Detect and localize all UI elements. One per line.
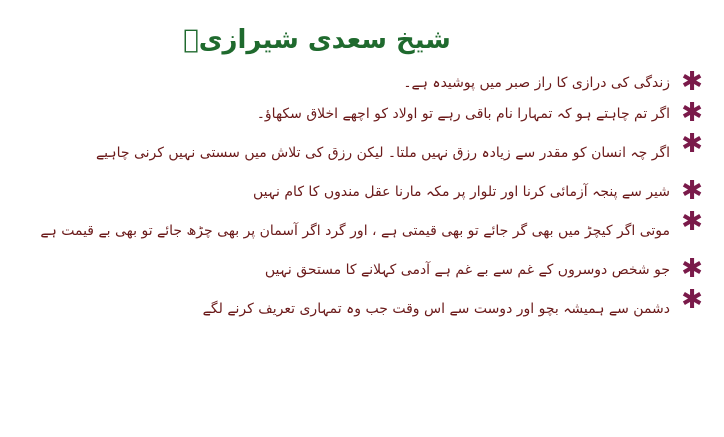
list-item [16, 67, 706, 97]
asterisk-bullet-icon: ✱ [681, 207, 703, 237]
list-item [16, 285, 706, 328]
asterisk-bullet-icon: ✱ [681, 176, 703, 206]
asterisk-bullet-icon: ✱ [681, 67, 703, 97]
quote-text: اگر چہ انسان کو مقدر سے زیادہ رزق نہیں ملتا۔ لیکن رزق کی تلاش میں سستی نہیں کرنی چاہیے [95, 145, 670, 161]
asterisk-bullet-icon: ✱ [681, 285, 703, 315]
quote-text: دشمن سے ہمیشہ بچو اور دوست سے اس وقت جب وہ تمہاری تعریف کرنے لگے [202, 301, 670, 317]
quote-text: اگر تم چاہتے ہو کہ تمہارا نام باقی رہے تو اولاد کو اچھے اخلاق سکھاؤ۔ [256, 106, 670, 122]
page-title: شیخ سعدی شیرازیؒ [183, 25, 451, 55]
asterisk-bullet-icon: ✱ [681, 129, 703, 159]
asterisk-bullet-icon: ✱ [681, 98, 703, 128]
list-item [16, 129, 706, 172]
list-item [16, 207, 706, 250]
asterisk-bullet-icon: ✱ [681, 254, 703, 284]
quote-text: جو شخص دوسروں کے غم سے بے غم ہے آدمی کہلانے کا مستحق نہیں [264, 262, 670, 278]
quote-text: موتی اگر کیچڑ میں بھی گر جائے تو بھی قیمتی ہے ، اور گرد اگر آسمان پر بھی چڑھ جائے تو بھی بے قیمت ہے [40, 223, 670, 239]
list-item [16, 176, 706, 206]
quote-text: زندگی کی درازی کا راز صبر میں پوشیدہ ہے۔ [403, 75, 670, 91]
quote-list [16, 67, 706, 337]
quote-text: شیر سے پنجہ آزمائی کرنا اور تلوار پر مکہ مارنا عقل مندوں کا کام نہیں [252, 184, 670, 200]
list-item [16, 254, 706, 284]
list-item [16, 98, 706, 128]
